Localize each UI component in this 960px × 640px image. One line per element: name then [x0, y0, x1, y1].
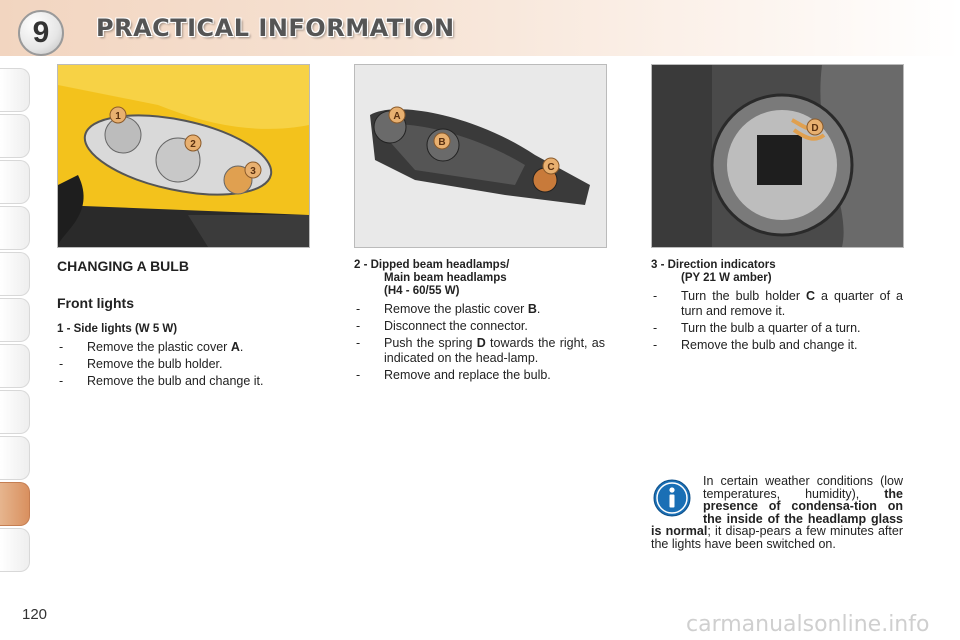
dipped-beam-steps	[354, 302, 605, 383]
headlamp-unit-photo	[354, 64, 607, 248]
side-tab-2[interactable]	[0, 114, 30, 158]
callout-1: 1	[115, 111, 121, 122]
middle-column	[354, 259, 605, 385]
side-tab-7[interactable]	[0, 344, 30, 388]
direction-indicator-steps	[651, 289, 903, 353]
step: - Remove the bulb and change it.	[57, 374, 308, 389]
chapter-number-badge: 9	[18, 10, 64, 56]
side-tab-6[interactable]	[0, 298, 30, 342]
step: - Remove and replace the bulb.	[354, 368, 605, 383]
side-tab-1[interactable]	[0, 68, 30, 112]
left-column	[57, 259, 308, 391]
callout-3: 3	[250, 166, 256, 177]
chapter-side-tabs	[0, 68, 32, 574]
side-tab-8[interactable]	[0, 390, 30, 434]
callout-D: D	[811, 123, 819, 134]
headlamp-rear-photo	[651, 64, 904, 248]
page-title: PRACTICAL INFORMATION	[96, 14, 455, 42]
side-tab-11[interactable]	[0, 528, 30, 572]
step: - Push the spring D towards the right, as indicated on the head-lamp.	[354, 336, 605, 366]
side-tab-5[interactable]	[0, 252, 30, 296]
side-tab-4[interactable]	[0, 206, 30, 250]
item-title-side-lights: 1 - Side lights (W 5 W)	[57, 323, 178, 335]
step: - Remove the bulb holder.	[57, 357, 308, 372]
callout-A: A	[393, 111, 401, 122]
step: - Remove the plastic cover A.	[57, 340, 308, 355]
step: - Disconnect the connector.	[354, 319, 605, 334]
info-icon	[653, 479, 691, 517]
section-heading: CHANGING A BULB	[57, 258, 189, 274]
side-tab-9[interactable]	[0, 436, 30, 480]
step: - Turn the bulb holder C a quarter of a turn and remove it.	[651, 289, 903, 319]
step: - Remove the bulb and change it.	[651, 338, 903, 353]
info-note: In certain weather conditions (low temperatures, humidity), the presence of condensa-tion on the inside of the headlamp glass is normal; it disap-pears a few minutes after the lights have been switched on.	[651, 474, 903, 551]
step: - Turn the bulb a quarter of a turn.	[651, 321, 903, 336]
watermark: carmanualsonline.info	[686, 612, 930, 637]
callout-C: C	[547, 162, 555, 173]
side-tab-active-chapter-9[interactable]	[0, 482, 30, 526]
side-tab-3[interactable]	[0, 160, 30, 204]
callout-2: 2	[190, 139, 196, 150]
side-lights-steps	[57, 340, 308, 389]
item-title-dipped-beam: 2 - Dipped beam headlamps/ Main beam headlamps (H4 - 60/55 W)	[354, 259, 510, 297]
section-subheading: Front lights	[57, 295, 134, 311]
right-column	[651, 259, 903, 355]
page-number: 120	[22, 606, 48, 623]
step: - Remove the plastic cover B.	[354, 302, 605, 317]
item-title-direction-indicators: 3 - Direction indicators (PY 21 W amber)	[651, 259, 776, 284]
headlamp-front-photo	[57, 64, 310, 248]
callout-B: B	[438, 137, 446, 148]
